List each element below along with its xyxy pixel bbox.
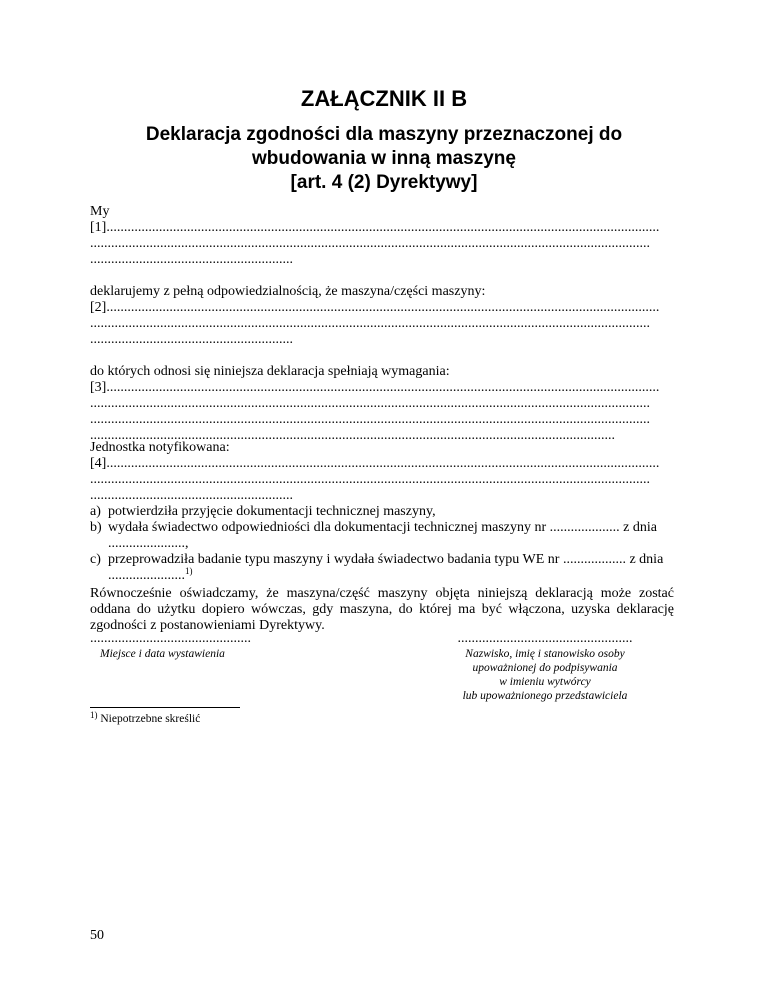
item-letter: b): [90, 520, 102, 535]
list-item-b-continuation: [90, 536, 674, 552]
page-title: ZAŁĄCZNIK II B: [300, 86, 468, 111]
fill-line: ................................................................................................................................................................: [90, 316, 650, 331]
signature-caption: lub upoważnionego przedstawiciela: [462, 690, 628, 702]
section-requirements: [90, 364, 674, 444]
section-machine: [90, 284, 674, 348]
section-manufacturer: [90, 204, 674, 268]
footnote: [90, 710, 201, 725]
section-notified-body: [90, 440, 674, 634]
page-subtitle: [0, 123, 768, 195]
item-text: wydała świadectwo odpowiedniości dla dokumentacji technicznej maszyny nr .................... z dnia: [108, 520, 657, 535]
signature-line: ..............................................: [90, 631, 251, 646]
fill-line: ......................................................................................................................................................: [90, 428, 615, 443]
signature-caption: Nazwisko, imię i stanowisko osoby: [465, 648, 625, 660]
fill-line: [2]..............................................................................................................................................................: [90, 300, 660, 315]
footnote-mark: 1): [90, 710, 98, 720]
section-intro: deklarujemy z pełną odpowiedzialnością, że maszyna/części maszyny:: [90, 284, 486, 299]
fill-line: ..........................................................: [90, 252, 293, 267]
section-intro: Jednostka notyfikowana:: [90, 440, 230, 455]
page-number: 50: [90, 928, 104, 943]
fill-line: [1]..............................................................................................................................................................: [90, 220, 660, 235]
fill-line: [4]..............................................................................................................................................................: [90, 456, 660, 471]
item-letter: a): [90, 504, 101, 519]
signature-caption: upoważnionej do podpisywania: [472, 662, 618, 674]
subtitle-line: wbudowania w inną maszynę: [252, 148, 516, 169]
list-item-a: [90, 504, 674, 520]
signature-caption: Miejsce i data wystawienia: [100, 648, 225, 660]
list-item-c: [90, 552, 674, 568]
statement-paragraph: Równocześnie oświadczamy, że maszyna/część maszyny objęta niniejszą deklaracją może zostać oddana do użytku dopiero wówczas, gdy maszyna, do której ma być włączona, uzyska deklarację zgodności z postanowieniami Dyrektywy.: [90, 586, 674, 633]
fill-line: [3]..............................................................................................................................................................: [90, 380, 660, 395]
subtitle-line: Deklaracja zgodności dla maszyny przeznaczonej do: [145, 124, 623, 145]
place-date-signature: [90, 631, 270, 661]
footnote-text: Niepotrzebne skreślić: [100, 713, 201, 725]
item-letter: c): [90, 552, 101, 567]
authorized-person-signature: [440, 631, 650, 703]
section-intro: My: [90, 204, 110, 219]
item-text: potwierdziła przyjęcie dokumentacji technicznej maszyny,: [108, 504, 436, 519]
footnote-divider: [90, 707, 240, 708]
fill-line: ................................................................................................................................................................: [90, 236, 650, 251]
section-intro: do których odnosi się niniejsza deklaracja spełniają wymagania:: [90, 364, 450, 379]
signature-caption: w imieniu wytwórcy: [499, 676, 591, 688]
subtitle-line: [art. 4 (2) Dyrektywy]: [290, 172, 478, 193]
fill-line: ................................................................................................................................................................: [90, 412, 650, 427]
fill-line: ..........................................................: [90, 488, 293, 503]
signature-line: ..................................................: [457, 631, 633, 646]
list-item-b: [90, 520, 674, 536]
fill-line: ................................................................................................................................................................: [90, 472, 650, 487]
fill-line: ..........................................................: [90, 332, 293, 347]
item-text: przeprowadziła badanie typu maszyny i wydała świadectwo badania typu WE nr .................. z dnia: [108, 552, 664, 567]
item-text: ......................,: [108, 536, 189, 551]
footnote-reference: 1): [185, 566, 193, 576]
list-item-c-continuation: [90, 568, 674, 584]
fill-line: ................................................................................................................................................................: [90, 396, 650, 411]
item-text: ......................: [108, 568, 185, 583]
